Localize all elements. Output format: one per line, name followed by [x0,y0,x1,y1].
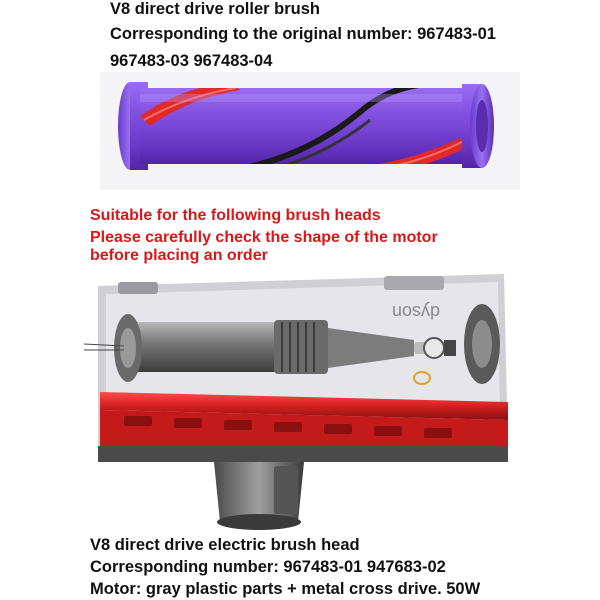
warning-line-1: Suitable for the following brush heads [90,207,381,224]
warning-line-2: Please carefully check the shape of the motor [90,229,438,246]
roller-title: V8 direct drive roller brush [110,0,320,18]
roller-original-number: Corresponding to the original number: 967483-01 [110,25,496,43]
dyson-logo: dyson [391,302,440,322]
motor-spec: Motor: gray plastic parts + metal cross drive. 50W [90,580,481,598]
roller-brush-image [100,72,520,190]
brush-head-image [84,270,520,532]
roller-other-numbers: 967483-03 967483-04 [110,52,273,70]
head-title: V8 direct drive electric brush head [90,536,360,554]
head-numbers: Corresponding number: 967483-01 947683-02 [90,558,446,576]
warning-line-3: before placing an order [90,247,268,264]
